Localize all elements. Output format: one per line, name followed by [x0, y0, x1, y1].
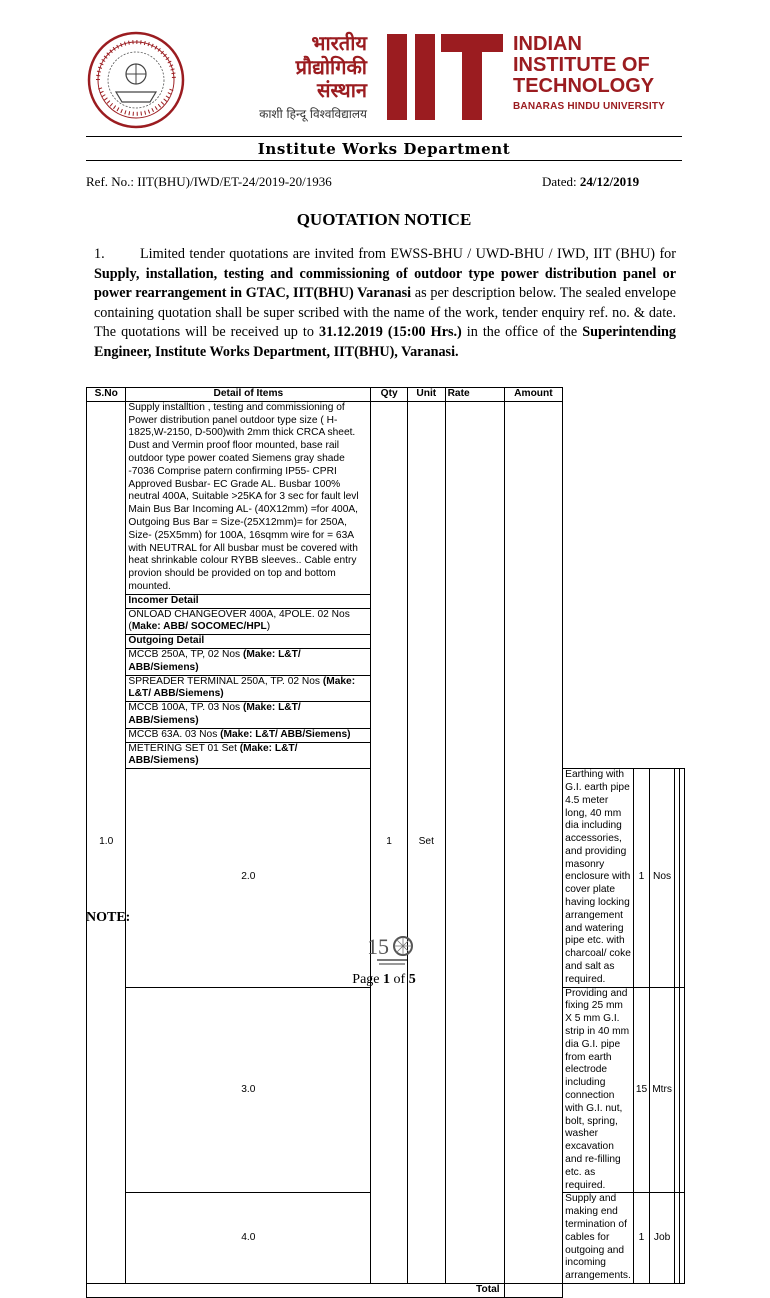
paragraph-deadline: 31.12.2019 (15:00 Hrs.) [318, 324, 462, 341]
cell-desc: Providing and fixing 25 mm X 5 mm G.I. strip in 40 mm dia G.I. pipe from earth electrode including connection with G.I. nut, bolt, spring, washer excavation and re-filling etc. as required. [563, 987, 634, 1193]
cell-unit: Mtrs [650, 987, 675, 1193]
cell-amount [680, 1193, 685, 1284]
cell-unit: Nos [650, 769, 675, 988]
english-line-2: INSTITUTE OF [513, 54, 650, 76]
hindi-line-4: काशी हिन्दू विश्वविद्यालय [259, 106, 367, 121]
paragraph-number: 1. [94, 246, 105, 262]
page-number [86, 972, 682, 988]
header-qty: Qty [371, 388, 408, 402]
department-title: Institute Works Department [257, 140, 511, 158]
outgoing-5-make: (Make: L&T/ ABB/Siemens) [128, 742, 298, 767]
cell-desc: Earthing with G.I. earth pipe 4.5 meter long, 40 mm dia including accessories, and providing masonry enclosure with cover plate having locking arrangement and watering pipe etc. with charcoal/ coke and salt as required. [563, 769, 634, 988]
paragraph-text-2: as per description below. The sealed envelope containing quotation shall be super scribed with the name of the work, tender enquiry ref. no. & date. The quotations will be received up to [94, 285, 676, 341]
paragraph-text-3: in the office of the [461, 324, 583, 341]
english-institute-name [513, 34, 665, 114]
cell-rate [445, 401, 504, 1283]
outgoing-item-4 [126, 728, 371, 742]
total-label: Total [87, 1283, 505, 1297]
outgoing-3-text: MCCB 100A, TP. 03 Nos [128, 702, 243, 714]
cell-qty: 1 [371, 401, 408, 1283]
page-mid: of [390, 972, 409, 987]
outgoing-1-make: (Make: L&T/ ABB/Siemens) [128, 648, 301, 673]
header-detail: Detail of Items [126, 388, 371, 402]
paragraph-text-1: Limited tender quotations are invited from EWSS-BHU / UWD-BHU / IWD, IIT (BHU) for [140, 246, 676, 262]
total-amount [504, 1283, 563, 1297]
institute-seal-icon [86, 30, 186, 130]
cell-qty: 15 [633, 987, 649, 1193]
cell-amount [680, 769, 685, 988]
anniversary-150-logo [365, 930, 429, 970]
outgoing-4-text: MCCB 63A. 03 Nos [128, 728, 221, 740]
english-line-3: TECHNOLOGY [513, 75, 655, 97]
cell-sno: 2.0 [126, 769, 371, 988]
incomer-item [126, 608, 371, 635]
outgoing-label: Outgoing Detail [126, 635, 371, 649]
outgoing-2-text: SPREADER TERMINAL 250A, TP. 02 Nos [128, 675, 323, 687]
table-row [87, 401, 685, 594]
cell-sno: 3.0 [126, 987, 371, 1193]
svg-text:1: 1 [367, 934, 378, 959]
paragraph-office: Superintending Engineer, Institute Works Department, IIT(BHU), Varanasi. [94, 324, 677, 360]
cell-amount [680, 987, 685, 1193]
cell-unit: Job [650, 1193, 675, 1284]
divider-bottom [86, 160, 682, 161]
date-label: Dated: [542, 174, 577, 189]
cell-qty: 1 [633, 1193, 649, 1284]
outgoing-item-2 [126, 675, 371, 702]
table-header-row [87, 388, 685, 402]
outgoing-3-make: (Make: L&T/ ABB/Siemens) [128, 702, 301, 726]
hindi-institute-name [255, 32, 367, 121]
page-prefix: Page [352, 972, 384, 987]
date-line [542, 174, 639, 190]
divider-top [86, 136, 682, 137]
hindi-line-3: संस्थान [317, 78, 367, 103]
incomer-make: Make: ABB/ SOCOMEC/HPL [131, 621, 267, 633]
cell-sno: 1.0 [87, 401, 126, 1283]
header-amount: Amount [504, 388, 563, 402]
incomer-close: ) [266, 621, 271, 633]
svg-text:5: 5 [378, 934, 389, 959]
outgoing-item-3 [126, 702, 371, 729]
total-row [87, 1283, 685, 1297]
date-value: 24/12/2019 [579, 174, 640, 189]
notice-title: QUOTATION NOTICE [296, 210, 472, 229]
header-sno: S.No [87, 388, 126, 402]
cell-desc: Supply installtion , testing and commissioning of Power distribution panel outdoor type size ( H-1825,W-2150, D-500)with 2mm thick CRCA sheet. Dust and Vermin proof floor mounted, base rail outdoor type power coated Siemens gray shade -7036 Comprise patern confirming IP55- CPRI Approved Busbar- EC Grade AL. Busbar 100% neutral 400A, Suitable >25KA for 3 sec for fault levl Main Bus Bar Incoming AL- (40X12mm) =for 400A, Outgoing Bus Bar = Size-(25X12mm)= for 250A, Size- (25X5mm) for 100A, 16sqmm wire for = 63A with NEUTRAL for All busbar must be covered with heat shrinkable colour RYBB sleeves.. Cable entry provion should be provided on top and bottom mounted. [126, 401, 371, 594]
cell-sno: 4.0 [126, 1193, 371, 1284]
english-line-1: INDIAN [513, 33, 582, 55]
incomer-text: ONLOAD CHANGEOVER 400A, 4POLE. 02 Nos ( [128, 608, 350, 633]
reference-number: Ref. No.: IIT(BHU)/IWD/ET-24/2019-20/1936 [86, 174, 332, 189]
outgoing-1-text: MCCB 250A, TP, 02 Nos [128, 648, 243, 660]
paragraph-work-name: Supply, installation, testing and commissioning of outdoor type power distribution panel or power rearrangement in GTAC, IIT(BHU) Varanasi [94, 265, 676, 302]
page-total: 5 [408, 972, 416, 987]
outgoing-5-text: METERING SET 01 Set [128, 742, 240, 754]
notice-paragraph [94, 245, 676, 363]
outgoing-2-make: (Make: L&T/ ABB/Siemens) [128, 675, 356, 700]
cell-qty: 1 [633, 769, 649, 988]
header-unit: Unit [407, 388, 445, 402]
english-subtitle: BANARAS HINDU UNIVERSITY [513, 101, 666, 112]
page-current: 1 [383, 972, 391, 987]
cell-desc: Supply and making end termination of cables for outgoing and incoming arrangements. [563, 1193, 634, 1284]
outgoing-4-make: (Make: L&T/ ABB/Siemens) [220, 728, 351, 740]
outgoing-item-5 [126, 742, 371, 769]
iit-letter-mark [385, 32, 505, 122]
cell-amount [504, 401, 563, 1283]
items-table [86, 387, 685, 1298]
note-label: NOTE: [86, 910, 131, 925]
incomer-label: Incomer Detail [126, 594, 371, 608]
outgoing-item-1 [126, 648, 371, 675]
hindi-line-1: भारतीय [311, 31, 367, 55]
header-rate: Rate [445, 388, 504, 402]
hindi-line-2: प्रौद्योगिकी [295, 54, 367, 79]
cell-unit: Set [407, 401, 445, 1283]
